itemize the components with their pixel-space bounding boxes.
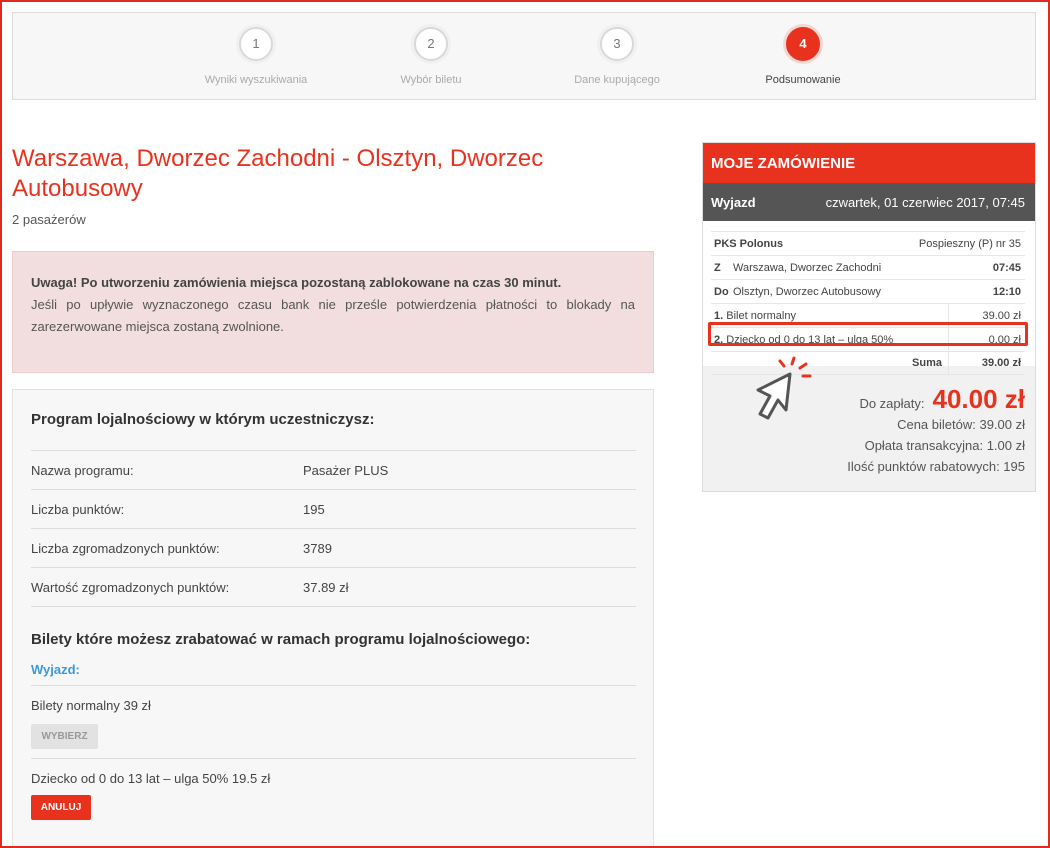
step-3-number: 3 — [600, 27, 634, 61]
step-3[interactable] — [537, 13, 697, 86]
loyalty-row — [31, 529, 636, 568]
step-2-label: Wybór biletu — [400, 74, 462, 86]
from-time: 07:45 — [992, 261, 1021, 274]
ticket-price-line: Cena biletów: 39.00 zł — [897, 417, 1025, 432]
step-2[interactable] — [351, 13, 511, 86]
highlight-box — [708, 322, 1028, 346]
pointer-cursor-icon — [748, 356, 818, 426]
loyalty-table — [31, 450, 636, 607]
ticket-item-name: 1. Bilet normalny — [714, 309, 796, 322]
step-4 — [723, 13, 883, 86]
loyalty-row — [31, 490, 636, 529]
cancel-button[interactable]: ANULUJ — [31, 795, 91, 820]
loyalty-panel — [12, 389, 654, 848]
loyalty-row-value: 37.89 zł — [303, 579, 349, 595]
reservation-warning — [12, 251, 654, 373]
checkout-stepper — [12, 12, 1036, 100]
route-title: Warszawa, Dworzec Zachodni - Olsztyn, Dworzec Autobusowy — [12, 145, 544, 202]
loyalty-row-key: Liczba punktów: — [31, 501, 125, 517]
discount-points-line: Ilość punktów rabatowych: 195 — [847, 459, 1025, 474]
step-3-label: Dane kupującego — [574, 74, 660, 86]
step-2-number: 2 — [414, 27, 448, 61]
step-4-number: 4 — [786, 27, 820, 61]
to-prefix: Do — [714, 285, 729, 298]
departure-row — [711, 255, 1025, 279]
divider — [31, 758, 636, 759]
loyalty-row-value: 195 — [303, 501, 325, 517]
order-direction-bar — [703, 183, 1035, 221]
service-name: Pospieszny (P) nr 35 — [918, 237, 1021, 250]
transaction-fee-line: Opłata transakcyjna: 1.00 zł — [864, 438, 1025, 453]
loyalty-row-key: Nazwa programu: — [31, 462, 134, 478]
order-table — [711, 231, 1025, 375]
from-stop: Warszawa, Dworzec Zachodni — [733, 261, 882, 274]
loyalty-row-value: Pasażer PLUS — [303, 462, 389, 478]
direction-label: Wyjazd: — [31, 662, 636, 686]
ticket-item-price: 39.00 zł — [948, 304, 1025, 328]
to-stop: Olsztyn, Dworzec Autobusowy — [733, 285, 881, 298]
sum-label: Suma — [912, 357, 942, 369]
to-time: 12:10 — [992, 285, 1021, 298]
step-1[interactable] — [176, 13, 336, 86]
arrival-row — [711, 279, 1025, 303]
from-prefix: Z — [714, 261, 721, 274]
loyalty-row — [31, 568, 636, 607]
step-1-number: 1 — [239, 27, 273, 61]
passenger-count: 2 pasażerów — [12, 212, 86, 227]
ticket-child-label: Dziecko od 0 do 13 lat – ulga 50% 19.5 zł — [31, 771, 271, 786]
warning-body: Jeśli po upływie wyznaczonego czasu bank nie prześle potwierdzenia płatności to blokady na zarezerwowane miejsca zostaną zwolnione. — [31, 297, 635, 334]
to-pay-label: Do zapłaty: — [859, 396, 925, 411]
order-summary — [702, 142, 1036, 492]
warning-title: Uwaga! Po utworzeniu zamówienia miejsca pozostaną zablokowane na czas 30 minut. — [31, 275, 562, 290]
choose-button[interactable]: WYBIERZ — [31, 724, 98, 749]
order-direction: Wyjazd — [711, 194, 756, 210]
loyalty-row — [31, 451, 636, 490]
discount-tickets-heading: Bilety które możesz zrabatować w ramach programu lojalnościowego: — [31, 631, 531, 648]
loyalty-row-key: Wartość zgromadzonych punktów: — [31, 579, 230, 595]
step-1-label: Wyniki wyszukiwania — [204, 74, 308, 86]
loyalty-row-key: Liczba zgromadzonych punktów: — [31, 540, 220, 556]
loyalty-heading: Program lojalnościowy w którym uczestniczysz: — [31, 411, 375, 428]
ticket-normal-label: Bilety normalny 39 zł — [31, 698, 151, 713]
step-4-label: Podsumowanie — [765, 74, 841, 86]
sum-value: 39.00 zł — [948, 351, 1025, 375]
order-datetime: czwartek, 01 czerwiec 2017, 07:45 — [825, 194, 1025, 210]
carrier-row — [711, 231, 1025, 255]
to-pay-amount: 40.00 zł — [932, 384, 1025, 414]
ticket-item-name: 2. Dziecko od 0 do 13 lat – ulga 50% — [714, 333, 894, 346]
carrier-name: PKS Polonus — [714, 237, 784, 250]
loyalty-row-value: 3789 — [303, 540, 332, 556]
order-heading: MOJE ZAMÓWIENIE — [703, 143, 1035, 183]
ticket-item-price: 0.00 zł — [948, 328, 1025, 352]
